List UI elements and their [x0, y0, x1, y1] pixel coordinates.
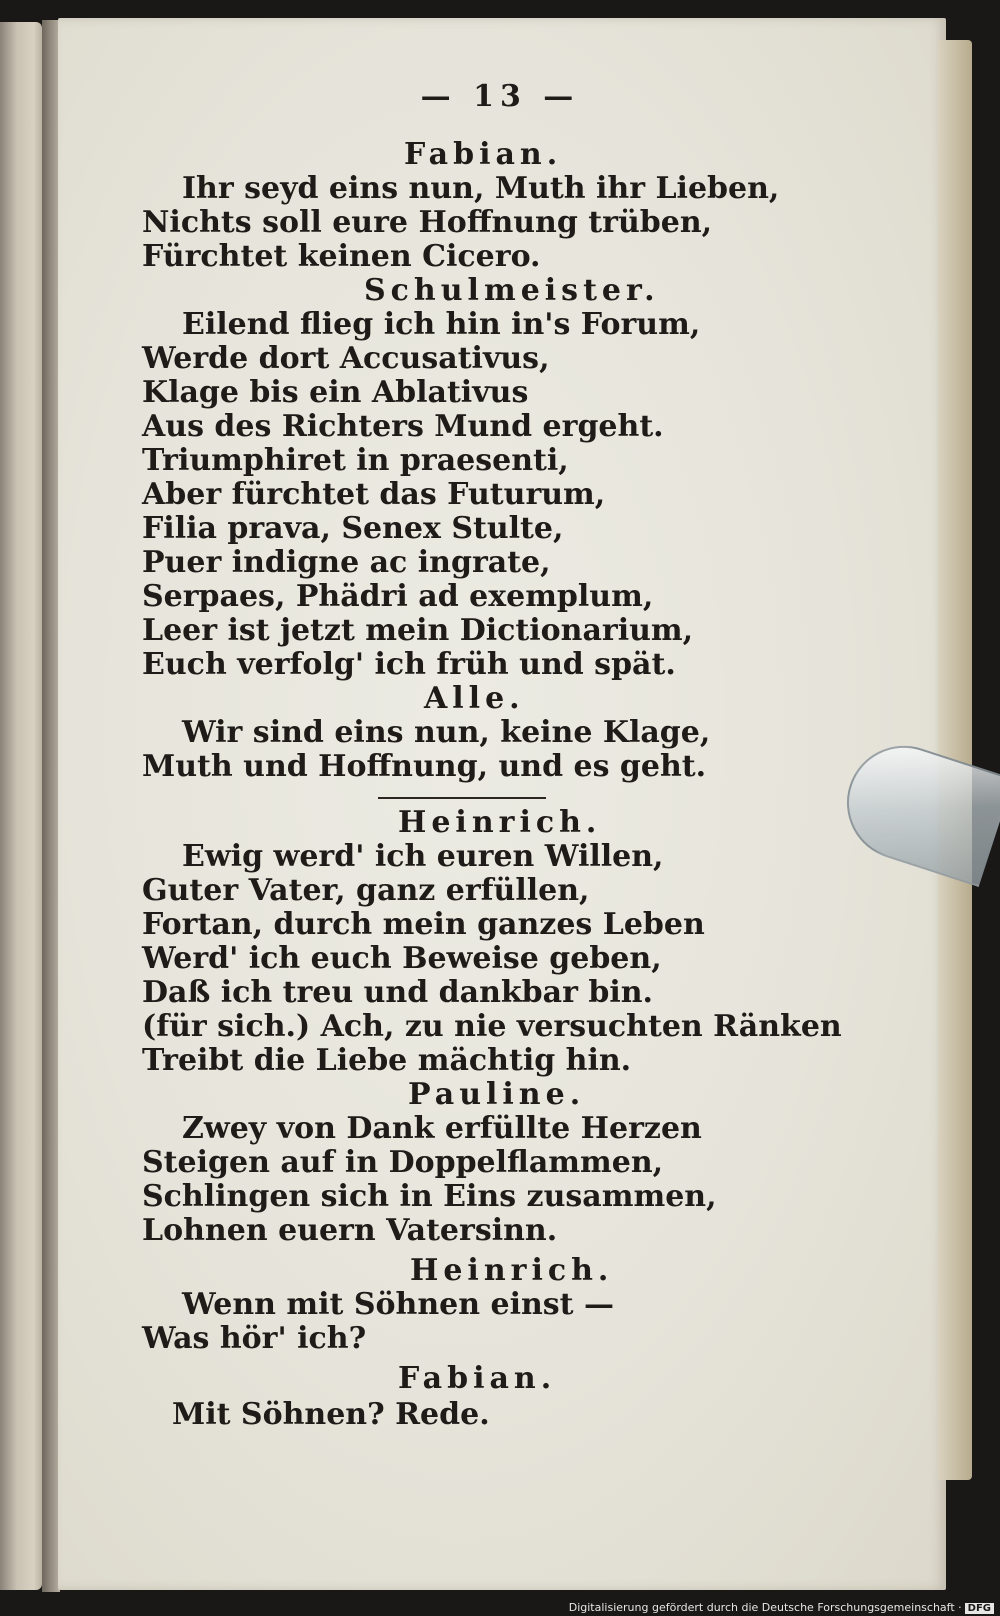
verse-line: Werd' ich euch Beweise geben,	[142, 941, 662, 976]
verse-line: Wenn mit Söhnen einst —	[182, 1287, 614, 1322]
speaker-label: Fabian.	[398, 1361, 557, 1396]
verse-line: Was hör' ich?	[142, 1321, 367, 1356]
verse-line: Triumphiret in praesenti,	[142, 443, 569, 478]
verse-line: Puer indigne ac ingrate,	[142, 545, 551, 580]
verse-line: Leer ist jetzt mein Dictionarium,	[142, 613, 694, 648]
verse-line: Ihr seyd eins nun, Muth ihr Lieben,	[182, 171, 780, 206]
credit-text: Digitalisierung gefördert durch die Deutsche Forschungsgemeinschaft ·	[568, 1601, 962, 1614]
page-number: — 13 —	[420, 79, 580, 114]
dfg-logo: DFG	[965, 1603, 994, 1614]
verse-line: Guter Vater, ganz erfüllen,	[142, 873, 590, 908]
verse-line: Ewig werd' ich euren Willen,	[182, 839, 664, 874]
speaker-label: Alle.	[424, 681, 525, 716]
verse-line: Aber fürchtet das Futurum,	[142, 477, 606, 512]
verse-line: Fortan, durch mein ganzes Leben	[142, 907, 705, 942]
verse-line: Daß ich treu und dankbar bin.	[142, 975, 653, 1010]
speaker-label: Heinrich.	[410, 1253, 614, 1288]
left-page-edge	[0, 22, 42, 1590]
verse-line: Steigen auf in Doppelflammen,	[142, 1145, 664, 1180]
verse-line: Lohnen euern Vatersinn.	[142, 1213, 558, 1248]
verse-line: Wir sind eins nun, keine Klage,	[182, 715, 711, 750]
speaker-label: Schulmeister.	[364, 273, 660, 308]
verse-line: Eilend flieg ich hin in's Forum,	[182, 307, 701, 342]
verse-line: Filia prava, Senex Stulte,	[142, 511, 564, 546]
speaker-label: Fabian.	[404, 137, 563, 172]
verse-line: Aus des Richters Mund ergeht.	[142, 409, 664, 444]
speaker-label: Pauline.	[408, 1077, 586, 1112]
digitization-credit	[569, 1601, 994, 1614]
verse-line: Treibt die Liebe mächtig hin.	[142, 1043, 632, 1078]
verse-line: Zwey von Dank erfüllte Herzen	[182, 1111, 702, 1146]
verse-line: Euch verfolg' ich früh und spät.	[142, 647, 676, 682]
verse-line: Fürchtet keinen Cicero.	[142, 239, 541, 274]
verse-line: (für sich.) Ach, zu nie versuchten Ränken	[142, 1009, 842, 1044]
verse-line: Mit Söhnen? Rede.	[172, 1397, 490, 1432]
verse-line: Klage bis ein Ablativus	[142, 375, 529, 410]
verse-line: Werde dort Accusativus,	[142, 341, 550, 376]
verse-line: Serpaes, Phädri ad exemplum,	[142, 579, 654, 614]
verse-line: Muth und Hoffnung, und es geht.	[142, 749, 707, 784]
verse-line: Schlingen sich in Eins zusammen,	[142, 1179, 717, 1214]
section-rule	[378, 797, 546, 799]
verse-line: Nichts soll eure Hoffnung trüben,	[142, 205, 713, 240]
speaker-label: Heinrich.	[398, 805, 602, 840]
